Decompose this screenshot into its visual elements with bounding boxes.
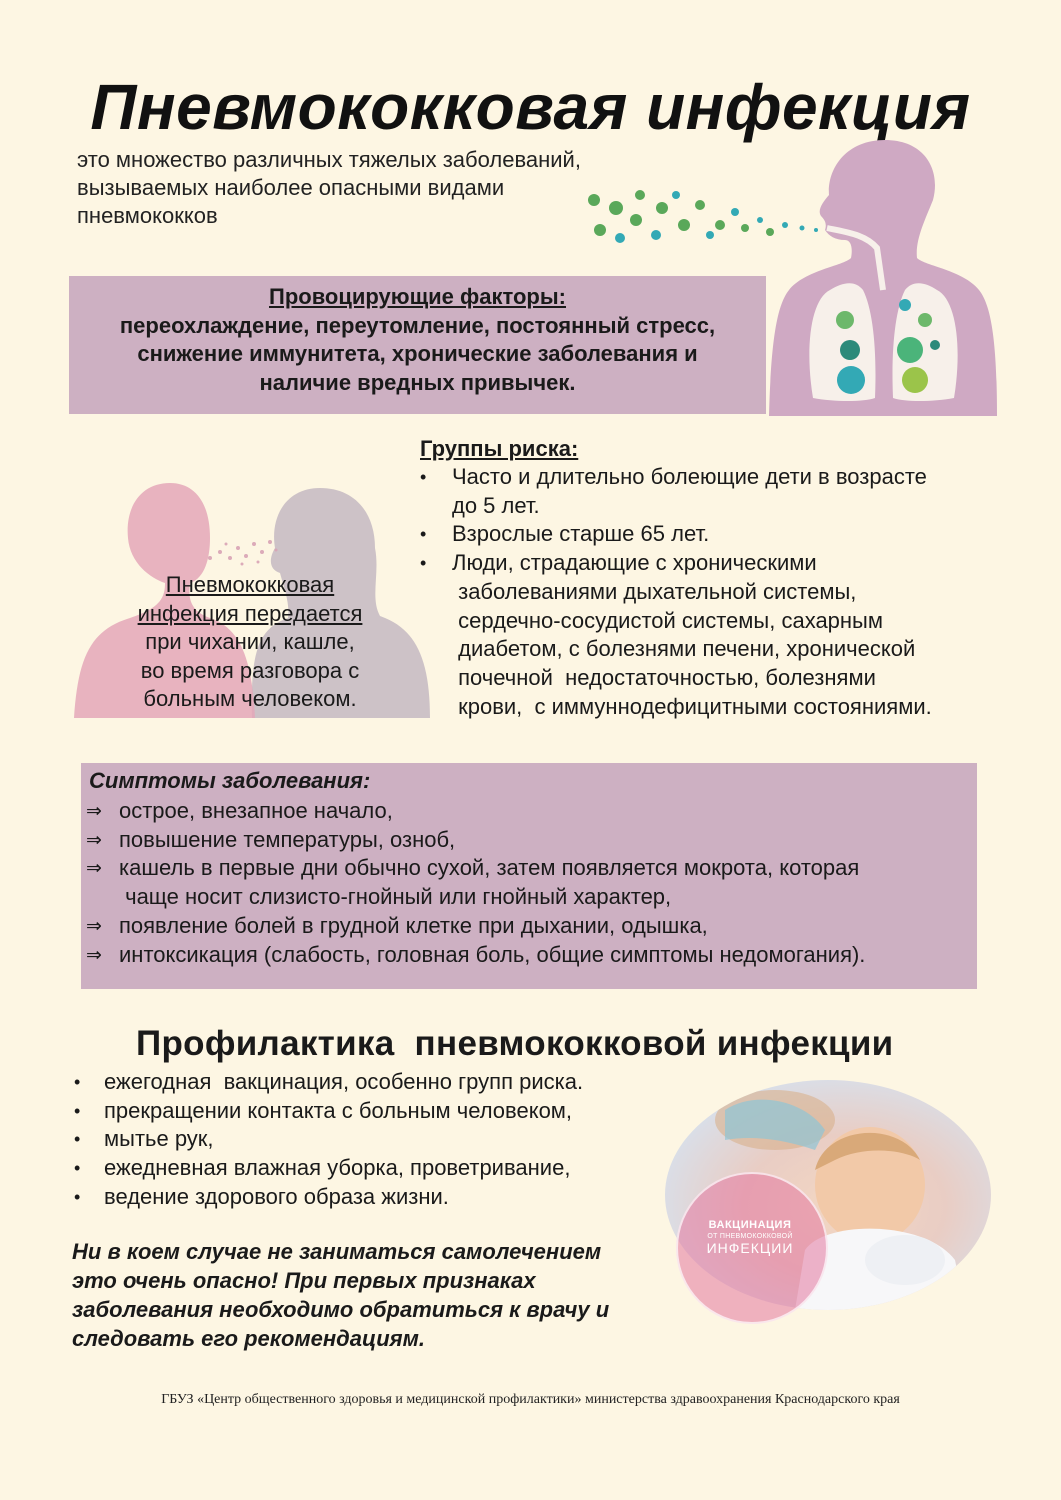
symptoms-list — [86, 797, 976, 969]
factors-line: наличие вредных привычек. — [259, 369, 576, 395]
list-item: • ежедневная влажная уборка, проветривание, — [72, 1154, 672, 1183]
badge-line: ИНФЕКЦИИ — [706, 1240, 794, 1256]
list-item: ⇒ повышение температуры, озноб, — [86, 826, 976, 855]
bullet-icon: • — [420, 524, 427, 545]
list-item: ⇒ интоксикация (слабость, головная боль, общие симптомы недомогания). — [86, 941, 976, 970]
intro-line: пневмококков — [77, 203, 218, 228]
prevention-list — [72, 1068, 672, 1212]
list-item: ⇒ острое, внезапное начало, — [86, 797, 976, 826]
arrow-icon: ⇒ — [86, 944, 102, 966]
factors-line: снижение иммунитета, хронические заболевания и — [137, 341, 698, 366]
list-item: • ведение здорового образа жизни. — [72, 1183, 672, 1212]
risk-list — [418, 463, 1018, 721]
badge-line: ВАКЦИНАЦИЯ — [708, 1219, 792, 1231]
intro-line: это множество различных тяжелых заболеваний, — [77, 147, 581, 172]
intro-line: вызываемых наиболее опасными видами — [77, 175, 505, 200]
arrow-icon: ⇒ — [86, 915, 102, 937]
warning-text: Ни в коем случае не заниматься самолечением это очень опасно! При первых признаках заболевания необходимо обратиться к врачу и следовать его рекомендациям. — [72, 1239, 610, 1351]
bullet-icon: • — [74, 1158, 81, 1179]
list-item: • ежегодная вакцинация, особенно групп риска. — [72, 1068, 672, 1097]
arrow-icon: ⇒ — [86, 829, 102, 851]
list-item: ⇒ кашель в первые дни обычно сухой, затем появляется мокрота, которая чаще носит слизисто-гнойный или гнойный характер, — [86, 855, 860, 910]
bullet-icon: • — [74, 1072, 81, 1092]
risk-heading: Группы риска: — [420, 436, 579, 461]
factors-line: переохлаждение, переутомление, постоянный стресс, — [119, 312, 716, 338]
transmission-line: Пневмококковая — [165, 572, 335, 597]
factors-text — [69, 283, 766, 397]
list-item: ⇒ появление болей в грудной клетке при дыхании, одышка, — [86, 912, 976, 941]
list-item: • Люди, страдающие с хроническими заболеваниями дыхательной системы, сердечно-сосудистой системы, сахарным диабетом, с болезнями печени, хронической почечной недостаточностью, болезнями крови, с иммуннодефицитными состояниями. — [420, 550, 932, 719]
transmission-line: во время разговора с — [140, 657, 360, 683]
list-item: • прекращении контакта с больным человеком, — [72, 1097, 672, 1126]
bullet-icon: • — [74, 1129, 81, 1150]
arrow-icon: ⇒ — [86, 858, 102, 880]
list-item: • мытье рук, — [72, 1125, 672, 1154]
transmission-line: при чихании, кашле, — [145, 629, 355, 654]
prevention-heading: Профилактика пневмококковой инфекции — [136, 1024, 894, 1063]
list-item: • Взрослые старше 65 лет. — [418, 520, 1018, 549]
factors-heading: Провоцирующие факторы: — [269, 284, 566, 309]
bullet-icon: • — [420, 467, 427, 487]
bullet-icon: • — [74, 1186, 81, 1207]
arrow-icon: ⇒ — [86, 801, 102, 822]
transmission-text — [115, 571, 385, 714]
bullet-icon: • — [420, 553, 427, 574]
badge-line: ОТ ПНЕВМОКОККОВОЙ — [707, 1233, 793, 1240]
droplets-icon — [208, 540, 278, 566]
footer-text: ГБУЗ «Центр общественного здоровья и медицинской профилактики» министерства здравоохранения Краснодарского края — [161, 1392, 900, 1407]
transmission-line: больным человеком. — [143, 686, 357, 711]
transmission-line: инфекция передается — [137, 600, 363, 626]
page-title: Пневмококковая инфекция — [90, 71, 971, 143]
bullet-icon: • — [74, 1100, 81, 1121]
list-item: • Часто и длительно болеющие дети в возрасте до 5 лет. — [420, 464, 927, 518]
virus-stream-illustration — [580, 180, 830, 250]
symptoms-heading: Симптомы заболевания: — [89, 768, 371, 793]
